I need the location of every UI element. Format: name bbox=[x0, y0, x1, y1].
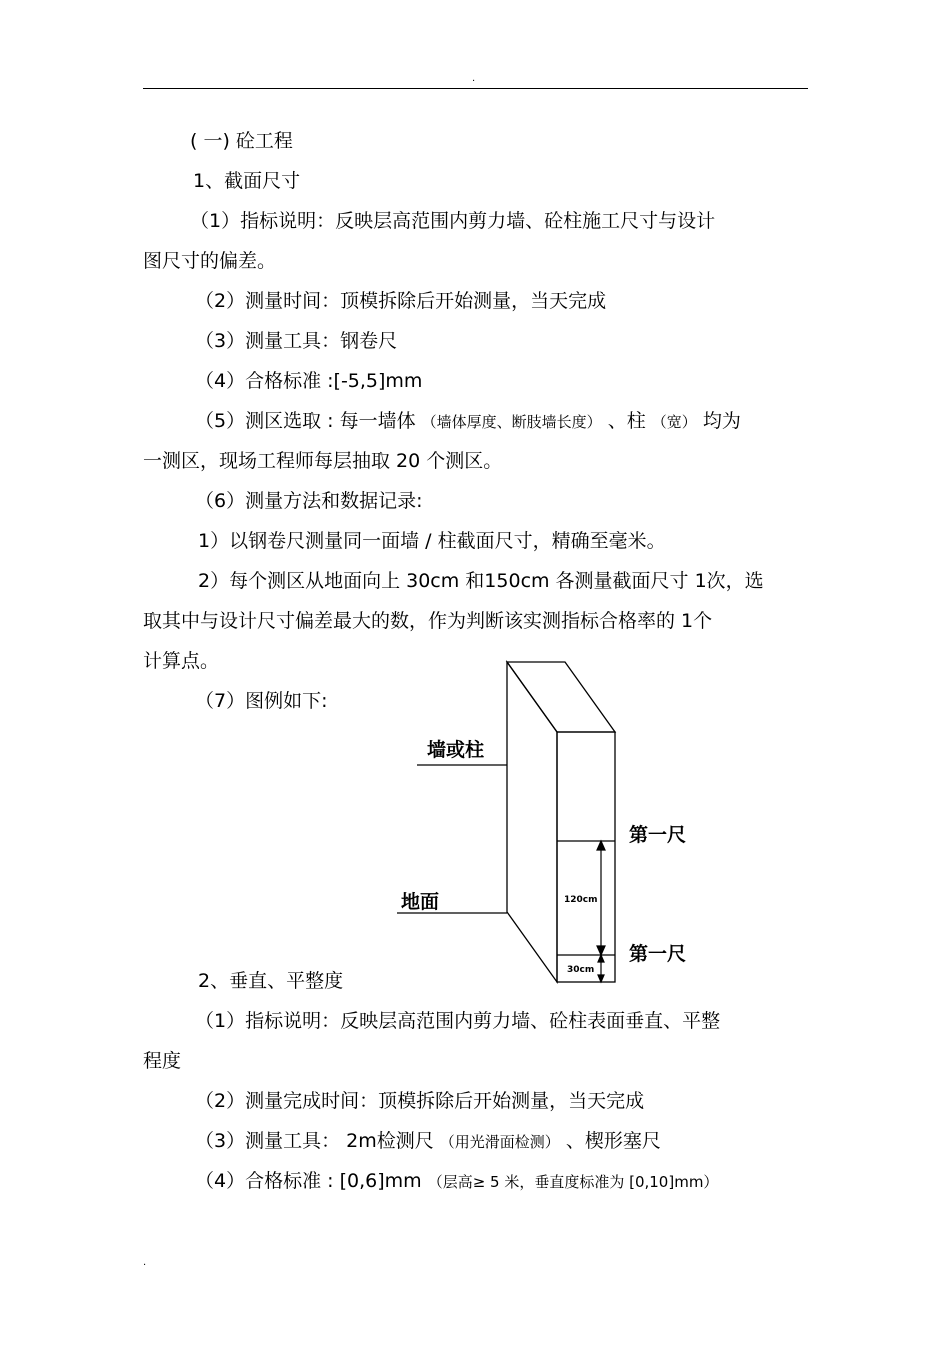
item1-p2: （2）测量时间：顶模拆除后开始测量，当天完成 bbox=[195, 290, 607, 312]
item1-p1-line2: 图尺寸的偏差。 bbox=[143, 250, 277, 272]
item1-p5-line2: 一测区，现场工程师每层抽取 20 个测区。 bbox=[143, 450, 503, 472]
item2-p1-line1: （1）指标说明：反映层高范围内剪力墙、砼柱表面垂直、平整 bbox=[195, 1010, 721, 1032]
label-first-lower: 第一尺 bbox=[629, 943, 687, 965]
dim-upper-arrow-top bbox=[597, 841, 605, 850]
label-wall: 墙或柱 bbox=[427, 739, 485, 761]
item1-p7: （7）图例如下: bbox=[195, 690, 328, 712]
item1-p4: （4）合格标准 :[-5,5]mm bbox=[195, 370, 423, 392]
item1-p5-line1 bbox=[195, 409, 741, 434]
item1-p6-2-line3: 计算点。 bbox=[143, 650, 220, 672]
item2-p4 bbox=[195, 1169, 718, 1194]
wall-front-face bbox=[557, 732, 615, 982]
item1-heading: 1、截面尺寸 bbox=[193, 170, 301, 192]
section-title: ( 一) 砼工程 bbox=[190, 130, 293, 152]
item1-p1-line1: （1）指标说明：反映层高范围内剪力墙、砼柱施工尺寸与设计 bbox=[190, 210, 716, 232]
item2-heading: 2、垂直、平整度 bbox=[198, 970, 344, 992]
wall-column-figure bbox=[385, 655, 720, 995]
item1-p5-note1: （墙体厚度、断肢墙长度） bbox=[421, 413, 602, 431]
item1-p6-2-line1: 2）每个测区从地面向上 30cm 和150cm 各测量截面尺寸 1次，选 bbox=[198, 570, 764, 592]
dim-lower-arrow-top bbox=[598, 955, 604, 962]
item2-p4-a: （4）合格标准 : [0,6]mm bbox=[195, 1170, 422, 1192]
header-rule bbox=[143, 88, 808, 89]
dim-upper-label: 120cm bbox=[564, 895, 598, 905]
item2-p3-note: （用光滑面检测） bbox=[439, 1133, 560, 1151]
dim-lower-label: 30cm bbox=[567, 965, 595, 975]
item2-p4-note: （层高≥ 5 米，垂直度标准为 [0,10]mm） bbox=[427, 1173, 719, 1191]
label-ground: 地面 bbox=[401, 891, 440, 913]
wall-top-face bbox=[507, 662, 615, 732]
item1-p6: （6）测量方法和数据记录: bbox=[195, 490, 423, 512]
footer-dot: . bbox=[143, 1257, 147, 1268]
item2-p2: （2）测量完成时间：顶模拆除后开始测量，当天完成 bbox=[195, 1090, 645, 1112]
item1-p6-1: 1）以钢卷尺测量同一面墙 / 柱截面尺寸，精确至毫米。 bbox=[198, 530, 666, 552]
item2-p3 bbox=[195, 1129, 661, 1154]
wall-side-face bbox=[507, 662, 557, 982]
item1-p5-c: 均为 bbox=[702, 410, 741, 432]
item2-p1-line2: 程度 bbox=[143, 1050, 182, 1072]
header-dot: . bbox=[472, 73, 476, 84]
item1-p6-2-line2: 取其中与设计尺寸偏差最大的数，作为判断该实测指标合格率的 1个 bbox=[143, 610, 713, 632]
label-first-upper: 第一尺 bbox=[629, 824, 687, 846]
item1-p5-a: （5）测区选取 : 每一墙体 bbox=[195, 410, 416, 432]
item1-p5-note2: （宽） bbox=[651, 413, 697, 431]
dim-lower-arrow-bottom bbox=[598, 975, 604, 982]
item1-p3: （3）测量工具：钢卷尺 bbox=[195, 330, 398, 352]
item1-p5-b: 、柱 bbox=[607, 410, 646, 432]
item2-p3-b: 、楔形塞尺 bbox=[565, 1130, 661, 1152]
item2-p3-a: （3）测量工具： 2m检测尺 bbox=[195, 1130, 434, 1152]
